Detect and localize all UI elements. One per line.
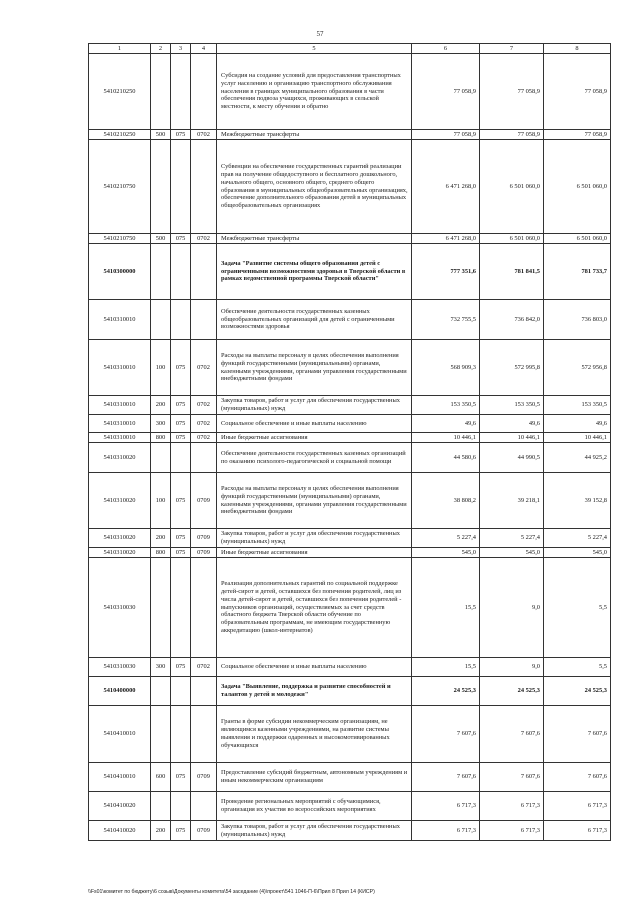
section-cell: 0702 [191,415,217,433]
amount-year-1-cell: 10 446,1 [412,433,480,443]
amount-year-3-cell: 6 501 060,0 [544,140,611,234]
section-cell [191,244,217,300]
department-cell: 075 [171,763,191,792]
amount-year-3-cell: 77 058,9 [544,130,611,140]
amount-year-3-cell: 24 525,3 [544,677,611,706]
expense-type-cell [151,54,171,130]
amount-year-3-cell: 5 227,4 [544,529,611,548]
amount-year-2-cell: 6 501 060,0 [480,234,544,244]
department-cell: 075 [171,234,191,244]
expense-type-cell [151,244,171,300]
section-cell [191,558,217,658]
department-cell [171,706,191,763]
amount-year-1-cell: 15,5 [412,558,480,658]
department-cell: 075 [171,529,191,548]
amount-year-2-cell: 10 446,1 [480,433,544,443]
expense-type-cell: 600 [151,763,171,792]
department-cell [171,140,191,234]
table-body [89,44,611,841]
amount-year-3-cell: 7 607,6 [544,763,611,792]
table-row [89,340,611,396]
amount-year-2-cell: 77 058,9 [480,54,544,130]
table-row [89,473,611,529]
section-cell [191,300,217,340]
budget-code-cell: 5410210750 [89,140,151,234]
table-row [89,548,611,558]
amount-year-2-cell: 49,6 [480,415,544,433]
budget-code-cell: 5410210250 [89,130,151,140]
amount-year-1-cell: 545,0 [412,548,480,558]
budget-code-cell: 5410400000 [89,677,151,706]
section-cell [191,706,217,763]
budget-code-cell: 5410310010 [89,433,151,443]
description-cell: Закупка товаров, работ и услуг для обеспечения государственных (муниципальных) нужд [217,396,412,415]
amount-year-3-cell: 7 607,6 [544,706,611,763]
description-cell: Гранты в форме субсидии некоммерческим организациям, не являющимся казенными учреждениями, на развитие системы выявления и поддержки одаренных и высокомотивированных обучающихся [217,706,412,763]
expense-type-cell [151,706,171,763]
amount-year-1-cell: 732 755,5 [412,300,480,340]
amount-year-2-cell: 6 501 060,0 [480,140,544,234]
expense-type-cell: 500 [151,234,171,244]
section-cell: 0709 [191,763,217,792]
description-cell: Проведение региональных мероприятий с обучающимися, организация их участия во всероссийских мероприятиях [217,792,412,821]
department-cell [171,54,191,130]
header-cell: 4 [191,44,217,54]
department-cell: 075 [171,340,191,396]
section-cell: 0709 [191,473,217,529]
department-cell: 075 [171,473,191,529]
section-cell: 0702 [191,234,217,244]
department-cell: 075 [171,658,191,677]
amount-year-2-cell: 153 350,5 [480,396,544,415]
amount-year-3-cell: 49,6 [544,415,611,433]
table-row [89,300,611,340]
description-cell: Обеспечение деятельности государственных казенных общеобразовательных организаций для детей с ограниченными возможностями здоровья [217,300,412,340]
amount-year-1-cell: 15,5 [412,658,480,677]
table-row [89,234,611,244]
expense-type-cell: 300 [151,415,171,433]
table-row [89,415,611,433]
table-row [89,130,611,140]
expense-type-cell [151,443,171,473]
amount-year-1-cell: 6 471 268,0 [412,234,480,244]
section-cell: 0702 [191,130,217,140]
amount-year-1-cell: 568 909,3 [412,340,480,396]
amount-year-2-cell: 9,0 [480,558,544,658]
header-cell: 3 [171,44,191,54]
budget-code-cell: 5410310010 [89,396,151,415]
amount-year-1-cell: 6 717,3 [412,792,480,821]
amount-year-3-cell: 5,5 [544,558,611,658]
table-row [89,396,611,415]
description-cell: Субвенции на обеспечение государственных гарантий реализации прав на получение общедоступного и бесплатного дошкольного, начального общего, основного общего, среднего общего образования в муниципальных общеобразовательных организациях, обеспечение дополнительного образования детей в муниципальных общеобразовательных организациях [217,140,412,234]
table-row [89,677,611,706]
description-cell: Расходы на выплаты персоналу в целях обеспечения выполнения функций государственными (муниципальными) органами, казенными учреждениями, органами управления государственными внебюджетными фондами [217,340,412,396]
section-cell: 0709 [191,821,217,841]
department-cell [171,244,191,300]
amount-year-1-cell: 777 351,6 [412,244,480,300]
section-cell: 0702 [191,396,217,415]
amount-year-1-cell: 49,6 [412,415,480,433]
budget-code-cell: 5410410010 [89,763,151,792]
section-cell [191,792,217,821]
amount-year-2-cell: 77 058,9 [480,130,544,140]
expense-type-cell [151,558,171,658]
table-row [89,658,611,677]
description-cell: Межбюджетные трансферты [217,234,412,244]
amount-year-3-cell: 77 058,9 [544,54,611,130]
description-cell: Субсидия на создание условий для предоставления транспортных услуг населению и организацию транспортного обслуживания населения в границах муниципального образования в части обеспечения подвоза учащихся, проживающих в сельской местности, к месту обучения и обратно [217,54,412,130]
description-cell: Социальное обеспечение и иные выплаты населению [217,658,412,677]
budget-code-cell: 5410410020 [89,821,151,841]
expense-type-cell: 500 [151,130,171,140]
budget-code-cell: 5410300000 [89,244,151,300]
description-cell: Социальное обеспечение и иные выплаты населению [217,415,412,433]
department-cell [171,300,191,340]
amount-year-1-cell: 44 580,6 [412,443,480,473]
description-cell: Закупка товаров, работ и услуг для обеспечения государственных (муниципальных) нужд [217,821,412,841]
amount-year-2-cell: 39 218,1 [480,473,544,529]
description-cell: Расходы на выплаты персоналу в целях обеспечения выполнения функций государственными (муниципальными) органами, казенными учреждениями, органами управления государственными внебюджетными фондами [217,473,412,529]
budget-code-cell: 5410410020 [89,792,151,821]
amount-year-3-cell: 6 501 060,0 [544,234,611,244]
department-cell: 075 [171,415,191,433]
description-cell: Реализация дополнительных гарантий по социальной поддержке детей-сирот и детей, оставшихся без попечения родителей, лиц из числа детей-сирот и детей, оставшихся без попечения родителей - выпускников организаций, осуществляемых за счет средств областного бюджета Тверской области обучение по образовательным программам, не имеющим государственную аккредитацию (школ-интернатов) [217,558,412,658]
table-row [89,706,611,763]
description-cell: Обеспечение деятельности государственных казенных организаций по оказанию психолого-педагогической и социальной помощи [217,443,412,473]
budget-code-cell: 5410310020 [89,548,151,558]
section-cell [191,443,217,473]
budget-code-cell: 5410310030 [89,658,151,677]
amount-year-1-cell: 24 525,3 [412,677,480,706]
department-cell [171,677,191,706]
amount-year-2-cell: 24 525,3 [480,677,544,706]
description-cell: Задача "Выявление, поддержка и развитие способностей и талантов у детей и молодежи" [217,677,412,706]
section-cell: 0702 [191,658,217,677]
amount-year-2-cell: 7 607,6 [480,763,544,792]
budget-code-cell: 5410310020 [89,529,151,548]
amount-year-1-cell: 5 227,4 [412,529,480,548]
table-header-row [89,44,611,54]
expense-type-cell: 800 [151,433,171,443]
department-cell: 075 [171,130,191,140]
budget-table [88,43,611,841]
header-cell: 6 [412,44,480,54]
amount-year-1-cell: 7 607,6 [412,706,480,763]
table-row [89,443,611,473]
header-cell: 1 [89,44,151,54]
expense-type-cell: 100 [151,340,171,396]
amount-year-2-cell: 736 842,0 [480,300,544,340]
description-cell: Предоставление субсидий бюджетным, автономным учреждениям и иным некоммерческим организациям [217,763,412,792]
amount-year-2-cell: 545,0 [480,548,544,558]
amount-year-1-cell: 6 717,3 [412,821,480,841]
expense-type-cell: 800 [151,548,171,558]
header-cell: 5 [217,44,412,54]
amount-year-3-cell: 572 956,8 [544,340,611,396]
table-row [89,433,611,443]
section-cell: 0702 [191,340,217,396]
budget-code-cell: 5410310020 [89,443,151,473]
budget-code-cell: 5410210750 [89,234,151,244]
budget-code-cell: 5410310010 [89,340,151,396]
description-cell: Иные бюджетные ассигнования [217,433,412,443]
header-cell: 7 [480,44,544,54]
expense-type-cell: 200 [151,821,171,841]
amount-year-1-cell: 7 607,6 [412,763,480,792]
description-cell: Задача "Развитие системы общего образования детей с ограниченными возможностями здоровья в Тверской области в рамках ведомственной программы Тверской области" [217,244,412,300]
department-cell: 075 [171,821,191,841]
budget-code-cell: 5410310010 [89,415,151,433]
department-cell [171,558,191,658]
amount-year-2-cell: 7 607,6 [480,706,544,763]
department-cell: 075 [171,433,191,443]
amount-year-2-cell: 9,0 [480,658,544,677]
budget-code-cell: 5410310030 [89,558,151,658]
table-row [89,792,611,821]
expense-type-cell [151,677,171,706]
department-cell: 075 [171,396,191,415]
section-cell: 0709 [191,529,217,548]
department-cell [171,792,191,821]
amount-year-2-cell: 5 227,4 [480,529,544,548]
amount-year-3-cell: 10 446,1 [544,433,611,443]
amount-year-3-cell: 6 717,3 [544,821,611,841]
expense-type-cell: 200 [151,529,171,548]
amount-year-1-cell: 6 471 268,0 [412,140,480,234]
amount-year-3-cell: 6 717,3 [544,792,611,821]
section-cell: 0702 [191,433,217,443]
description-cell: Закупка товаров, работ и услуг для обеспечения государственных (муниципальных) нужд [217,529,412,548]
amount-year-1-cell: 38 808,2 [412,473,480,529]
table-row [89,54,611,130]
expense-type-cell [151,300,171,340]
table-row [89,244,611,300]
expense-type-cell [151,140,171,234]
amount-year-2-cell: 44 990,5 [480,443,544,473]
amount-year-3-cell: 781 733,7 [544,244,611,300]
table-row [89,763,611,792]
expense-type-cell [151,792,171,821]
amount-year-3-cell: 153 350,5 [544,396,611,415]
budget-code-cell: 5410410010 [89,706,151,763]
budget-code-cell: 5410210250 [89,54,151,130]
section-cell [191,54,217,130]
section-cell [191,140,217,234]
amount-year-2-cell: 6 717,3 [480,821,544,841]
expense-type-cell: 100 [151,473,171,529]
department-cell: 075 [171,548,191,558]
amount-year-2-cell: 572 995,8 [480,340,544,396]
amount-year-3-cell: 39 152,8 [544,473,611,529]
section-cell [191,677,217,706]
budget-code-cell: 5410310010 [89,300,151,340]
department-cell [171,443,191,473]
amount-year-1-cell: 153 350,5 [412,396,480,415]
table-row [89,529,611,548]
amount-year-3-cell: 5,5 [544,658,611,677]
description-cell: Иные бюджетные ассигнования [217,548,412,558]
table-row [89,821,611,841]
description-cell: Межбюджетные трансферты [217,130,412,140]
amount-year-3-cell: 545,0 [544,548,611,558]
amount-year-1-cell: 77 058,9 [412,130,480,140]
table-row [89,140,611,234]
header-cell: 8 [544,44,611,54]
section-cell: 0709 [191,548,217,558]
expense-type-cell: 200 [151,396,171,415]
page-number: 57 [316,30,324,38]
amount-year-2-cell: 6 717,3 [480,792,544,821]
budget-code-cell: 5410310020 [89,473,151,529]
amount-year-2-cell: 781 841,5 [480,244,544,300]
amount-year-1-cell: 77 058,9 [412,54,480,130]
header-cell: 2 [151,44,171,54]
amount-year-3-cell: 736 803,0 [544,300,611,340]
amount-year-3-cell: 44 925,2 [544,443,611,473]
file-path-footer: \\Fs01\комитет по бюджету\6 созыв\Документы комитета\54 заседание (4)\проект\541 1046-П-6\Прил 8 Прил 14 (КИСР) [88,889,375,895]
table-row [89,558,611,658]
expense-type-cell: 300 [151,658,171,677]
